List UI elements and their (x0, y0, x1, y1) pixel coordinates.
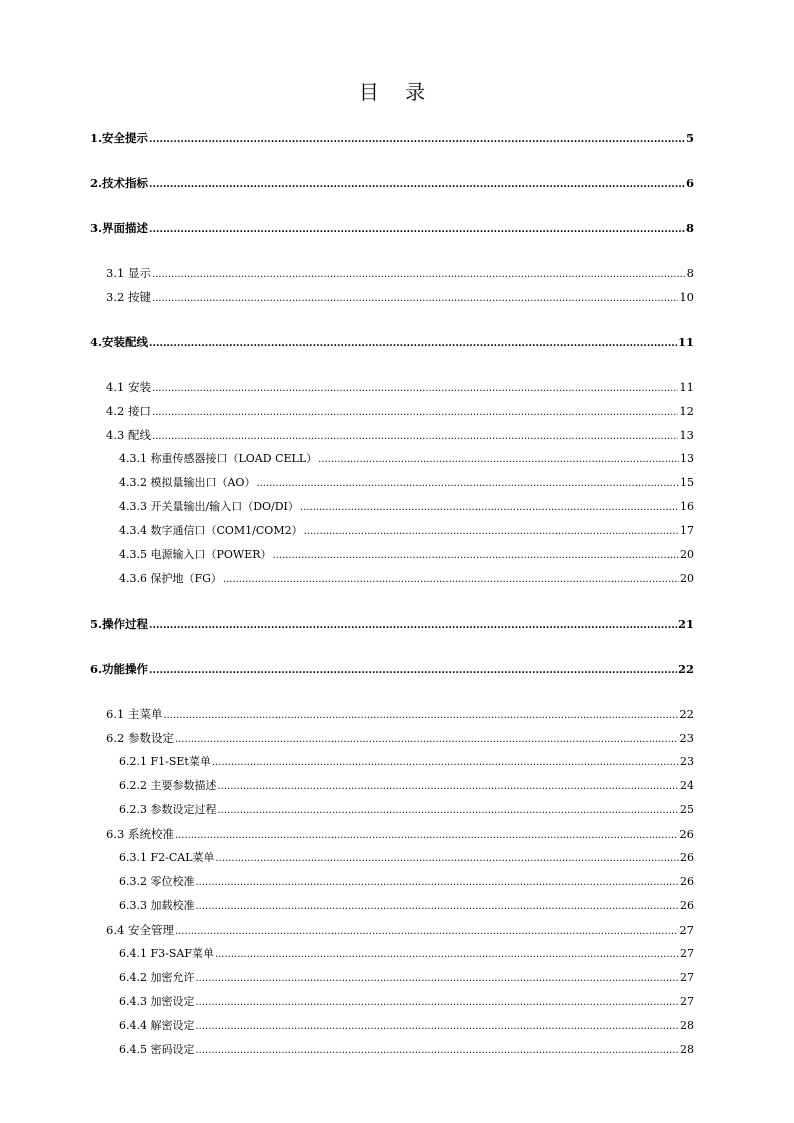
toc-dot-leader (149, 335, 677, 353)
toc-dot-leader (196, 898, 680, 916)
toc-dot-leader (215, 946, 679, 964)
toc-entry-page: 27 (680, 947, 694, 960)
toc-entry-page: 6 (685, 176, 694, 190)
toc-entry-page: 28 (680, 1019, 694, 1032)
toc-entry-label: 6.4.4 解密设定 (119, 1019, 195, 1032)
toc-dot-leader (149, 131, 685, 149)
toc-entry-page: 5 (685, 131, 694, 145)
toc-dot-leader (175, 923, 678, 941)
toc-entry[interactable] (0, 288, 794, 306)
toc-entry-page: 11 (679, 380, 694, 394)
toc-entry-label: 6.2.3 参数设定过程 (119, 803, 217, 816)
toc-dot-leader (196, 994, 680, 1012)
toc-dot-leader (196, 874, 680, 892)
toc-entry-page: 27 (680, 995, 694, 1008)
toc-entry-page: 24 (680, 779, 694, 792)
toc-entry-label: 6.2.2 主要参数描述 (119, 779, 217, 792)
toc-entry[interactable] (0, 264, 794, 282)
toc-entry[interactable] (0, 546, 794, 564)
toc-entry[interactable] (0, 1017, 794, 1035)
toc-entry-page: 23 (680, 755, 694, 768)
toc-entry-page: 8 (686, 266, 694, 280)
toc-entry[interactable] (0, 615, 794, 633)
toc-entry[interactable] (0, 426, 794, 444)
toc-entry[interactable] (0, 849, 794, 867)
toc-entry-label: 4.3 配线 (106, 428, 151, 442)
toc-entry-page: 25 (680, 803, 694, 816)
toc-dot-leader (273, 547, 679, 565)
toc-entry-label: 6.4 安全管理 (106, 923, 174, 937)
toc-entry[interactable] (0, 1041, 794, 1059)
toc-entry[interactable] (0, 945, 794, 963)
toc-entry-page: 26 (680, 851, 694, 864)
toc-entry-label: 4.3.3 开关量输出/输入口（DO/DI） (119, 500, 299, 513)
toc-entry[interactable] (0, 498, 794, 516)
toc-entry-page: 17 (680, 524, 694, 537)
toc-entry[interactable] (0, 402, 794, 420)
toc-entry[interactable] (0, 897, 794, 915)
toc-entry[interactable] (0, 825, 794, 843)
toc-entry-page: 16 (680, 500, 694, 513)
toc-entry-label: 2.技术指标 (90, 176, 149, 190)
toc-entry-label: 3.1 显示 (106, 266, 151, 280)
toc-entry[interactable] (0, 729, 794, 747)
toc-entry[interactable] (0, 753, 794, 771)
toc-entry-label: 1.安全提示 (90, 131, 149, 145)
toc-dot-leader (152, 428, 678, 446)
toc-entry-label: 6.2 参数设定 (106, 731, 174, 745)
toc-entry-label: 6.4.1 F3-SAF菜单 (119, 947, 214, 960)
toc-entry-page: 22 (677, 662, 694, 676)
toc-dot-leader (149, 617, 677, 635)
toc-dot-leader (149, 176, 685, 194)
toc-dot-leader (218, 778, 680, 796)
toc-entry-label: 6.3 系统校准 (106, 827, 174, 841)
toc-entry-page: 13 (680, 452, 694, 465)
toc-entry[interactable] (0, 801, 794, 819)
toc-entry-page: 26 (680, 875, 694, 888)
toc-entry[interactable] (0, 921, 794, 939)
toc-entry[interactable] (0, 777, 794, 795)
toc-entry-page: 12 (679, 404, 694, 418)
toc-dot-leader (196, 1042, 680, 1060)
toc-entry-page: 28 (680, 1043, 694, 1056)
toc-entry[interactable] (0, 873, 794, 891)
toc-dot-leader (175, 827, 678, 845)
toc-dot-leader (152, 290, 678, 308)
toc-entry-label: 6.3.2 零位校准 (119, 875, 195, 888)
toc-dot-leader (304, 523, 679, 541)
toc-dot-leader (196, 970, 680, 988)
toc-entry-page: 26 (680, 899, 694, 912)
toc-entry-label: 4.1 安装 (106, 380, 151, 394)
toc-entry-label: 4.3.1 称重传感器接口（LOAD CELL） (119, 452, 318, 465)
toc-entry-label: 4.3.4 数字通信口（COM1/COM2） (119, 524, 303, 537)
toc-entry-page: 11 (677, 335, 694, 349)
toc-dot-leader (152, 404, 678, 422)
toc-entry-label: 6.3.3 加载校准 (119, 899, 195, 912)
toc-entry[interactable] (0, 969, 794, 987)
toc-entry-page: 8 (685, 221, 694, 235)
toc-entry[interactable] (0, 450, 794, 468)
toc-entry-label: 3.2 按键 (106, 290, 151, 304)
toc-entry[interactable] (0, 522, 794, 540)
toc-entry-page: 26 (679, 827, 694, 841)
toc-entry-page: 20 (680, 548, 694, 561)
toc-entry[interactable] (0, 993, 794, 1011)
toc-entry-page: 15 (680, 476, 694, 489)
toc-dot-leader (152, 266, 686, 284)
toc-entry-label: 4.2 接口 (106, 404, 151, 418)
toc-entry-label: 4.3.5 电源输入口（POWER） (119, 548, 272, 561)
toc-entry[interactable] (0, 129, 794, 147)
toc-dot-leader (212, 754, 679, 772)
toc-entry-label: 6.2.1 F1-SEt菜单 (119, 755, 211, 768)
toc-entry-page: 20 (680, 572, 694, 585)
toc-dot-leader (149, 662, 677, 680)
toc-entry-label: 6.3.1 F2-CAL菜单 (119, 851, 215, 864)
toc-entry-label: 6.1 主菜单 (106, 707, 163, 721)
toc-dot-leader (175, 731, 678, 749)
toc-dot-leader (318, 451, 679, 469)
toc-dot-leader (223, 571, 679, 589)
toc-entry-page: 10 (679, 290, 694, 304)
toc-dot-leader (216, 850, 680, 868)
toc-entry-page: 21 (677, 617, 694, 631)
toc-entry-label: 4.安装配线 (90, 335, 149, 349)
toc-dot-leader (300, 499, 679, 517)
toc-entry-page: 22 (679, 707, 694, 721)
toc-dot-leader (218, 802, 680, 820)
toc-entry[interactable] (0, 333, 794, 351)
toc-entry[interactable] (0, 705, 794, 723)
toc-entry-label: 5.操作过程 (90, 617, 149, 631)
toc-entry-label: 6.4.5 密码设定 (119, 1043, 195, 1056)
toc-title: 目 录 (358, 80, 436, 104)
toc-entry-label: 6.功能操作 (90, 662, 149, 676)
toc-entry[interactable] (0, 174, 794, 192)
toc-entry-page: 23 (679, 731, 694, 745)
toc-entry-page: 27 (679, 923, 694, 937)
toc-entry[interactable] (0, 474, 794, 492)
toc-entry-label: 4.3.2 模拟量输出口（AO） (119, 476, 256, 489)
toc-entry-page: 27 (680, 971, 694, 984)
toc-entry-label: 4.3.6 保护地（FG） (119, 572, 222, 585)
toc-entry[interactable] (0, 570, 794, 588)
toc-entry[interactable] (0, 660, 794, 678)
toc-entry-label: 6.4.2 加密允许 (119, 971, 195, 984)
toc-dot-leader (152, 380, 678, 398)
toc-dot-leader (256, 475, 679, 493)
toc-entry-page: 13 (679, 428, 694, 442)
toc-entry[interactable] (0, 378, 794, 396)
toc-dot-leader (149, 221, 685, 239)
toc-dot-leader (163, 707, 678, 725)
toc-entry-label: 3.界面描述 (90, 221, 149, 235)
toc-entry-label: 6.4.3 加密设定 (119, 995, 195, 1008)
toc-entry[interactable] (0, 219, 794, 237)
toc-dot-leader (196, 1018, 680, 1036)
